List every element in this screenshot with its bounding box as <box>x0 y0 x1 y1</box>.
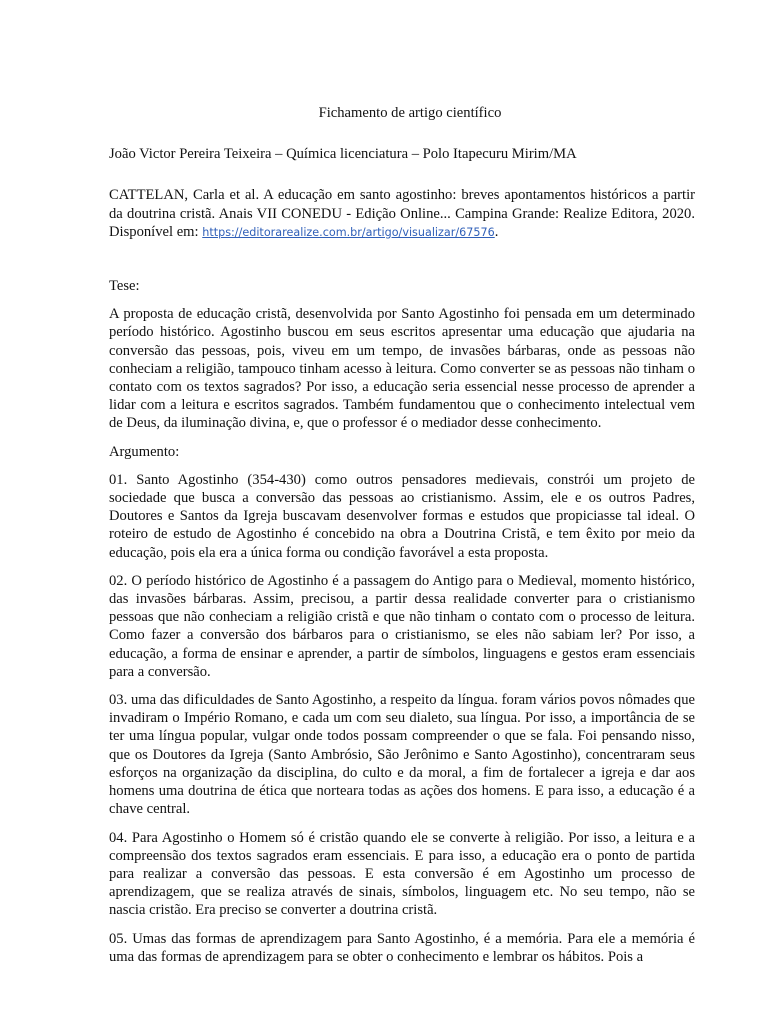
argument-paragraph-03: 03. uma das dificuldades de Santo Agostinho, a respeito da língua. foram vários povos nômades que invadiram o Império Romano, e cada um com seu dialeto, sua língua. Por isso, a importância de se ter uma língua popular, vulgar onde todos possam compreender o que se fala. Foi pensando nisso, que os Doutores da Igreja (Santo Ambrósio, São Jerônimo e Santo Agostinho), concentraram seus esforços na organização da disciplina, do culto e da moral, a fim de fortalecer a igreja e dar aos homens uma doutrina de ética que norteara todas as ações dos homens. E para isso, a educação é a chave central. <box>109 692 695 818</box>
argument-paragraph-04: 04. Para Agostinho o Homem só é cristão quando ele se converte à religião. Por isso, a leitura e a compreensão dos textos sagrados eram essenciais. E para isso, a educação era o ponto de partida para realizar a conversão das pessoas. E esta conversão é em Agostinho um processo de aprendizagem, que se realiza através de sinais, símbolos, linguagem etc. No seu tempo, não se nascia cristão. Era preciso se converter a doutrina cristã. <box>109 829 695 919</box>
reference-tail: . <box>494 223 499 240</box>
argument-paragraph-01: 01. Santo Agostinho (354-430) como outros pensadores medievais, constrói um projeto de sociedade que busca a conversão das pessoas ao cristianismo. Assim, ele e os outros Padres, Doutores e Santos da Igreja buscavam desenvolver formas e estudos que propiciasse tal ideal. O roteiro de estudo de Agostinho é concebido na obra a Doutrina Cristã, e tem êxito por meio da educação, pois ela era a única forma ou condição favorável a esta proposta. <box>109 471 695 561</box>
document-body <box>109 104 695 976</box>
tese-label: Tese: <box>109 278 140 295</box>
tese-paragraph: A proposta de educação cristã, desenvolvida por Santo Agostinho foi pensada em um determinado período histórico. Agostinho buscou em seus escritos apresentar uma educação que ajudaria na conversão das pessoas, pois, viveu em um tempo, de invasões bárbaras, onde as pessoas não conheciam a religião, tampouco tinham acesso à leitura. Como converter se as pessoas não tinham o contato com os textos sagrados? Por isso, a educação seria essencial nesse processo de aprender a lidar com a leitura e escritos sagrados. Também fundamentou que o conhecimento intelectual vem de Deus, da iluminação divina, e, que o professor é o mediador desse conhecimento. <box>109 306 695 432</box>
argument-paragraph-02: 02. O período histórico de Agostinho é a passagem do Antigo para o Medieval, momento histórico, das invasões bárbaras. Assim, precisou, a partir dessa realidade converter para o cristianismo pessoas que não conheciam a religião cristã e que não tinham o contato com o processo de leitura. Como fazer a conversão dos bárbaros para o cristianismo, se eles não sabiam ler? Por isso, a educação, a forma de ensinar e aprender, a partir de símbolos, linguagens e gestos eram essenciais para a conversão. <box>109 572 695 680</box>
page-title: Fichamento de artigo científico <box>318 105 502 121</box>
reference-link[interactable]: https://editorarealize.com.br/artigo/visualizar/67576 <box>202 225 495 239</box>
argument-paragraph-05: 05. Umas das formas de aprendizagem para Santo Agostinho, é a memória. Para ele a memória é uma das formas de aprendizagem para se obter o conhecimento e lembrar os hábitos. Pois a <box>109 930 695 965</box>
argumento-label: Argumento: <box>109 443 180 460</box>
bibliographic-reference <box>109 186 695 242</box>
reference-text: CATTELAN, Carla et al. A educação em santo agostinho: breves apontamentos históricos a partir da doutrina cristã. Anais VII CONEDU - Edição Online... Campina Grande: Realize Editora, 2020. Disponível em: <box>109 187 695 240</box>
author-line: João Victor Pereira Teixeira – Química licenciatura – Polo Itapecuru Mirim/MA <box>109 146 577 163</box>
